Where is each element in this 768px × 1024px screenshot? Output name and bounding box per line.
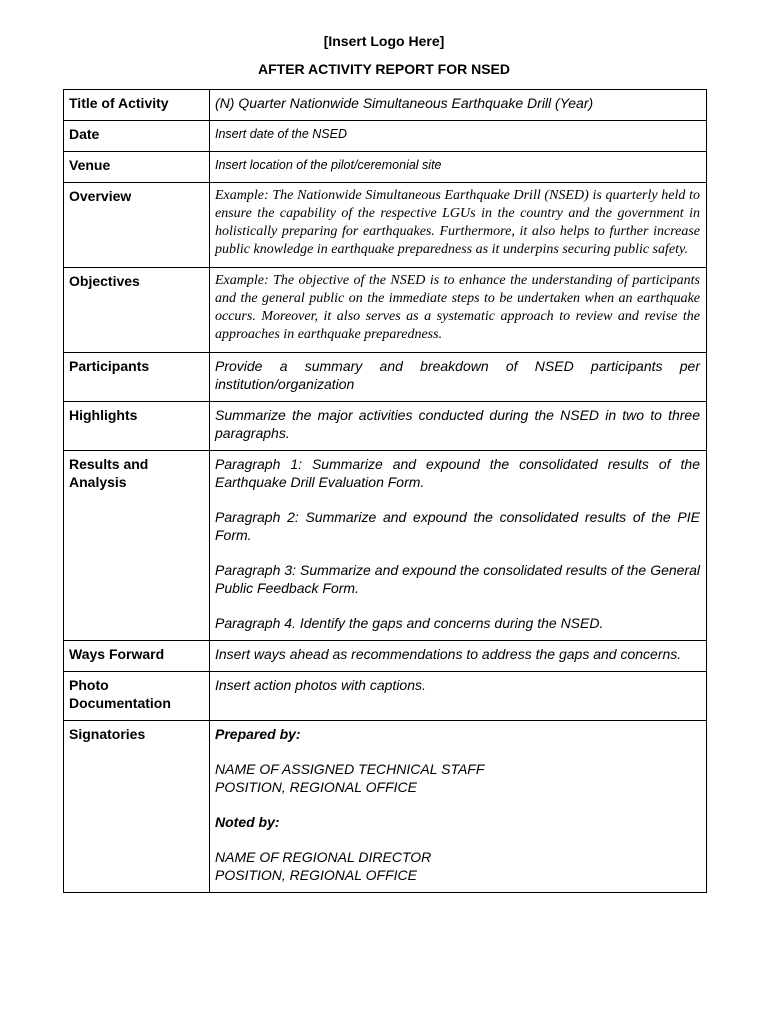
row-photo-documentation bbox=[64, 672, 707, 721]
label-objectives: Objectives bbox=[64, 268, 210, 353]
row-ways-forward bbox=[64, 641, 707, 672]
objectives-text: The objective of the NSED is to enhance the understanding of participants and the general public on the immediate steps to be undertaken when an earthquake occurs. Moreover, it also serves as a systematic approach to review and revise the approaches in earthquake preparedness. bbox=[215, 273, 700, 342]
noted-position: POSITION, REGIONAL OFFICE bbox=[215, 867, 417, 883]
overview-text: The Nationwide Simultaneous Earthquake Drill (NSED) is quarterly held to ensure the capability of the respective LGUs in the country and the government in holistically preparing for earthquakes. Furthermore, it also helps to further increase public knowledge in earthquake preparedness as it underpins securing public safety. bbox=[215, 188, 700, 257]
value-title-of-activity bbox=[210, 90, 707, 121]
label-overview: Overview bbox=[64, 183, 210, 268]
example-label: Example: bbox=[215, 188, 269, 203]
report-table bbox=[63, 89, 707, 893]
page-title: AFTER ACTIVITY REPORT FOR NSED bbox=[257, 61, 510, 77]
results-paragraph-3: Paragraph 3: Summarize and expound the consolidated results of the General Public Feedback Form. bbox=[215, 562, 700, 596]
results-paragraph-2: Paragraph 2: Summarize and expound the consolidated results of the PIE Form. bbox=[215, 509, 700, 543]
label-date: Date bbox=[64, 121, 210, 152]
label-highlights: Highlights bbox=[64, 402, 210, 451]
row-results bbox=[64, 451, 707, 641]
results-paragraph-1: Paragraph 1: Summarize and expound the consolidated results of the Earthquake Drill Evaluation Form. bbox=[215, 456, 700, 490]
row-objectives bbox=[64, 268, 707, 353]
value-prefix: (N) bbox=[215, 95, 235, 111]
value-photo-documentation: Insert action photos with captions. bbox=[210, 672, 707, 721]
value-objectives bbox=[210, 268, 707, 353]
row-title-of-activity bbox=[64, 90, 707, 121]
prepared-name: NAME OF ASSIGNED TECHNICAL STAFF bbox=[215, 761, 485, 777]
label-title-of-activity: Title of Activity bbox=[64, 90, 210, 121]
prepared-by-heading: Prepared by: bbox=[215, 726, 301, 742]
row-participants bbox=[64, 353, 707, 402]
value-date: Insert date of the NSED bbox=[210, 121, 707, 152]
example-label: Example: bbox=[215, 273, 269, 288]
label-venue: Venue bbox=[64, 152, 210, 183]
value-venue: Insert location of the pilot/ceremonial site bbox=[210, 152, 707, 183]
value-highlights: Summarize the major activities conducted during the NSED in two to three paragraphs. bbox=[210, 402, 707, 451]
noted-by-heading: Noted by: bbox=[215, 814, 280, 830]
row-highlights bbox=[64, 402, 707, 451]
value-signatories bbox=[210, 721, 707, 893]
results-paragraph-4: Paragraph 4. Identify the gaps and concerns during the NSED. bbox=[215, 615, 604, 631]
row-venue bbox=[64, 152, 707, 183]
label-signatories: Signatories bbox=[64, 721, 210, 893]
label-results: Results and Analysis bbox=[64, 451, 210, 641]
label-photo-documentation: Photo Documentation bbox=[64, 672, 210, 721]
value-participants: Provide a summary and breakdown of NSED participants per institution/organization bbox=[210, 353, 707, 402]
label-participants: Participants bbox=[64, 353, 210, 402]
value-overview bbox=[210, 183, 707, 268]
row-date bbox=[64, 121, 707, 152]
value-ways-forward: Insert ways ahead as recommendations to address the gaps and concerns. bbox=[210, 641, 707, 672]
prepared-position: POSITION, REGIONAL OFFICE bbox=[215, 779, 417, 795]
label-ways-forward: Ways Forward bbox=[64, 641, 210, 672]
logo-placeholder: [Insert Logo Here] bbox=[323, 33, 445, 49]
value-results bbox=[210, 451, 707, 641]
row-overview bbox=[64, 183, 707, 268]
noted-name: NAME OF REGIONAL DIRECTOR bbox=[215, 849, 432, 865]
value-suffix: (Year) bbox=[555, 95, 594, 111]
row-signatories bbox=[64, 721, 707, 893]
value-main: Quarter Nationwide Simultaneous Earthquake Drill bbox=[234, 95, 556, 111]
